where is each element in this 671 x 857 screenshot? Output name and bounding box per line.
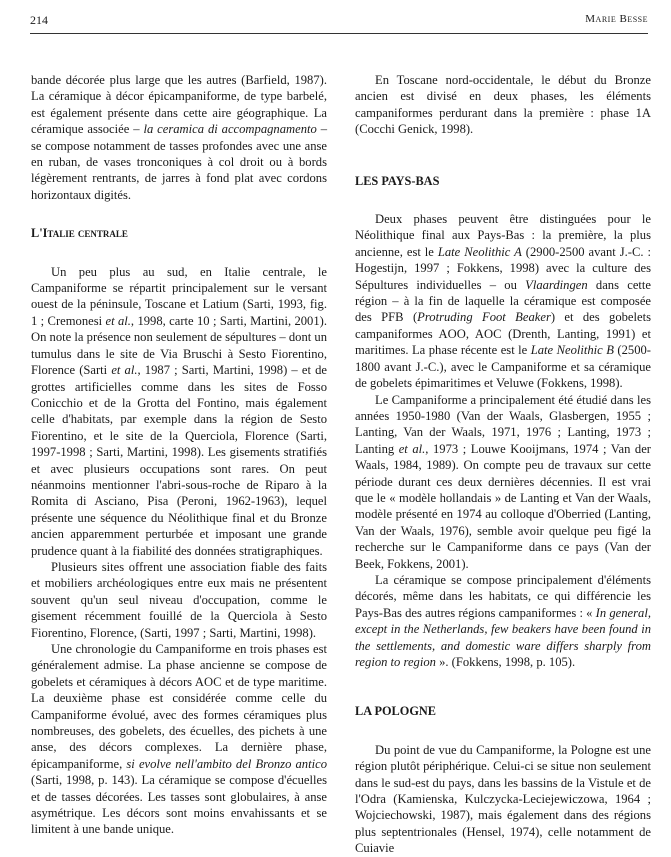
section-heading-pays-bas: LES PAYS-BAS (355, 173, 440, 188)
paragraph: La céramique se compose principalement d'éléments décorés, même dans les habitats, ce qui différencie les Pays-Bas des autres régions campaniformes : « In general, except in the Netherlands, few beakers have been found in the settlements, and domestic ware differs sharply from region to region ». (Fokkens, 1998, p. 105). (355, 572, 651, 669)
paragraph: Une chronologie du Campaniforme en trois phases est généralement admise. La phase ancienne se compose de gobelets et céramiques à décors AOC et de type maritime. La deuxième phase est considérée comme celle du Campaniforme évolué, avec des formes céramiques plus nombreuses, des gobelets, des écuelles, des pichets à une anse, des décors complexes. La dernière phase, épicampaniforme, si evolve nell'ambito del Bronzo antico (Sarti, 1998, p. 143). La céramique se compose d'écuelles et de tasses décorées. Les tasses sont globulaires, à anse asymétrique. Les décors sont moins envahissants et se limitent à une bande unique. (31, 642, 327, 837)
section-heading-pologne: LA POLOGNE (355, 704, 436, 719)
paragraph: Deux phases peuvent être distinguées pour le Néolithique final aux Pays-Bas : la première, la plus ancienne, est le Late Neolithic A (2900-2500 avant J.-C. : Hogestijn, 1997 ; Fokkens, 1998) avec la culture des Sépultures individuelles – ou Vlaardingen dans cette région – à la fin de laquelle la céramique est composée des PFB (Protruding Foot Beaker) et des gobelets campaniformes AOO, AOC (Drenth, Lanting, 1991) et maritimes. La phase récente est le Late Neolithic B (2500-1800 avant J.-C.), avec le Campaniforme et sa céramique de gobelets épimaritimes et Veluwe (Fokkens, 1998). (355, 212, 652, 391)
left-column (31, 72, 327, 838)
paragraph: Le Campaniforme a principalement été étudié dans les années 1950-1980 (Van der Waals, Glasbergen, 1955 ; Lanting, Van der Waals, 1971, 1976 ; Lanting, 1973 ; Lanting et al., 1973 ; Louwe Kooijmans, 1974 ; Van der Waals, 1984, 1989). On compte peu de travaux sur cette période durant ces deux dernières décennies. Il est vrai que le « modèle hollandais » de Lanting et Van der Waals, modèle présenté en 1974 au colloque d'Oberried (Lanting, Van der Waals, 1976), semble avoir quelque peu figé la recherche sur le Campaniforme dans ce pays (Van der Beek, Fokkens, 2001). (355, 392, 651, 571)
paragraph: Plusieurs sites offrent une association fiable des faits et mobiliers archéologiques entre eux mais ne présentent souvent qu'un seul niveau d'occupation, comme le gisement récemment fouillé de la Querciola à Sesto Fiorentino, Florence, (Sarti, 1997 ; Sarti, Martini, 1998). (31, 559, 327, 640)
paragraph: Un peu plus au sud, en Italie centrale, le Campaniforme se répartit principalement sur le versant ouest de la péninsule, Toscane et Latium (Sarti, 1993, fig. 1 ; Cremonesi et al., 1998, carte 10 ; Sarti, Martini, 2001). On note la présence non seulement de sépultures – dont un tumulus dans le site de Via Bruschi à Sesto Fiorentino, Florence (Sarti et al., 1987 ; Sarti, Martini, 1998) – et de grottes artificielles comme dans les sites de Fosso Conicchio et de la Grotta del Fontino, mais également celle d'habitats, par exemple dans la région de Sesto Fiorentino, et le site de la Querciola, Florence (Sarti, 1997-1998 ; Sarti, Martini, 1998). Les gisements stratifiés et avec plusieurs occupations sont rares. On peut néanmoins mentionner l'abri-sous-roche de Riparo à la Romita di Asciano, Pisa (Peroni, 1962-1963), lequel présente une séquence du Néolithique final et du Bronze ancien apparemment perturbée et imposant une grande prudence quant à la fiabilité des données stratigraphiques. (31, 264, 327, 558)
header-rule (30, 33, 648, 34)
section-heading-italie-centrale: L'Italie centrale (31, 226, 128, 241)
page-number: 214 (30, 13, 48, 27)
running-head: Marie Besse (585, 13, 648, 25)
paragraph: En Toscane nord-occidentale, le début du Bronze ancien est divisé en deux phases, les éléments campaniformes perdurant dans la première : phase 1A (Cocchi Genick, 1998). (355, 73, 651, 137)
page-header (30, 11, 648, 31)
paragraph: Du point de vue du Campaniforme, la Pologne est une région plutôt périphérique. Celui-ci se situe non seulement dans le sud-est du pays, dans les bassins de la Vistule et de l'Odra (Kamienska, Kulczycka-Leciejewiczowa, 1964 ; Wojciechowski, 1987), mais également dans des régions plus septentrionales (Hensel, 1974), celle notamment de Cuiavie (355, 742, 651, 856)
right-column (355, 72, 651, 857)
paragraph: bande décorée plus large que les autres (Barfield, 1987). La céramique à décor épicampaniforme, de type barbelé, est également présente dans cette aire géographique. La céramique associée – la ceramica di accompagnamento – se compose notamment de tasses profondes avec une anse en ruban, de vases tronconiques à col droit ou à bords légèrement rentrants, de jarres à fond plat avec cordons horizontaux digités. (31, 73, 327, 202)
